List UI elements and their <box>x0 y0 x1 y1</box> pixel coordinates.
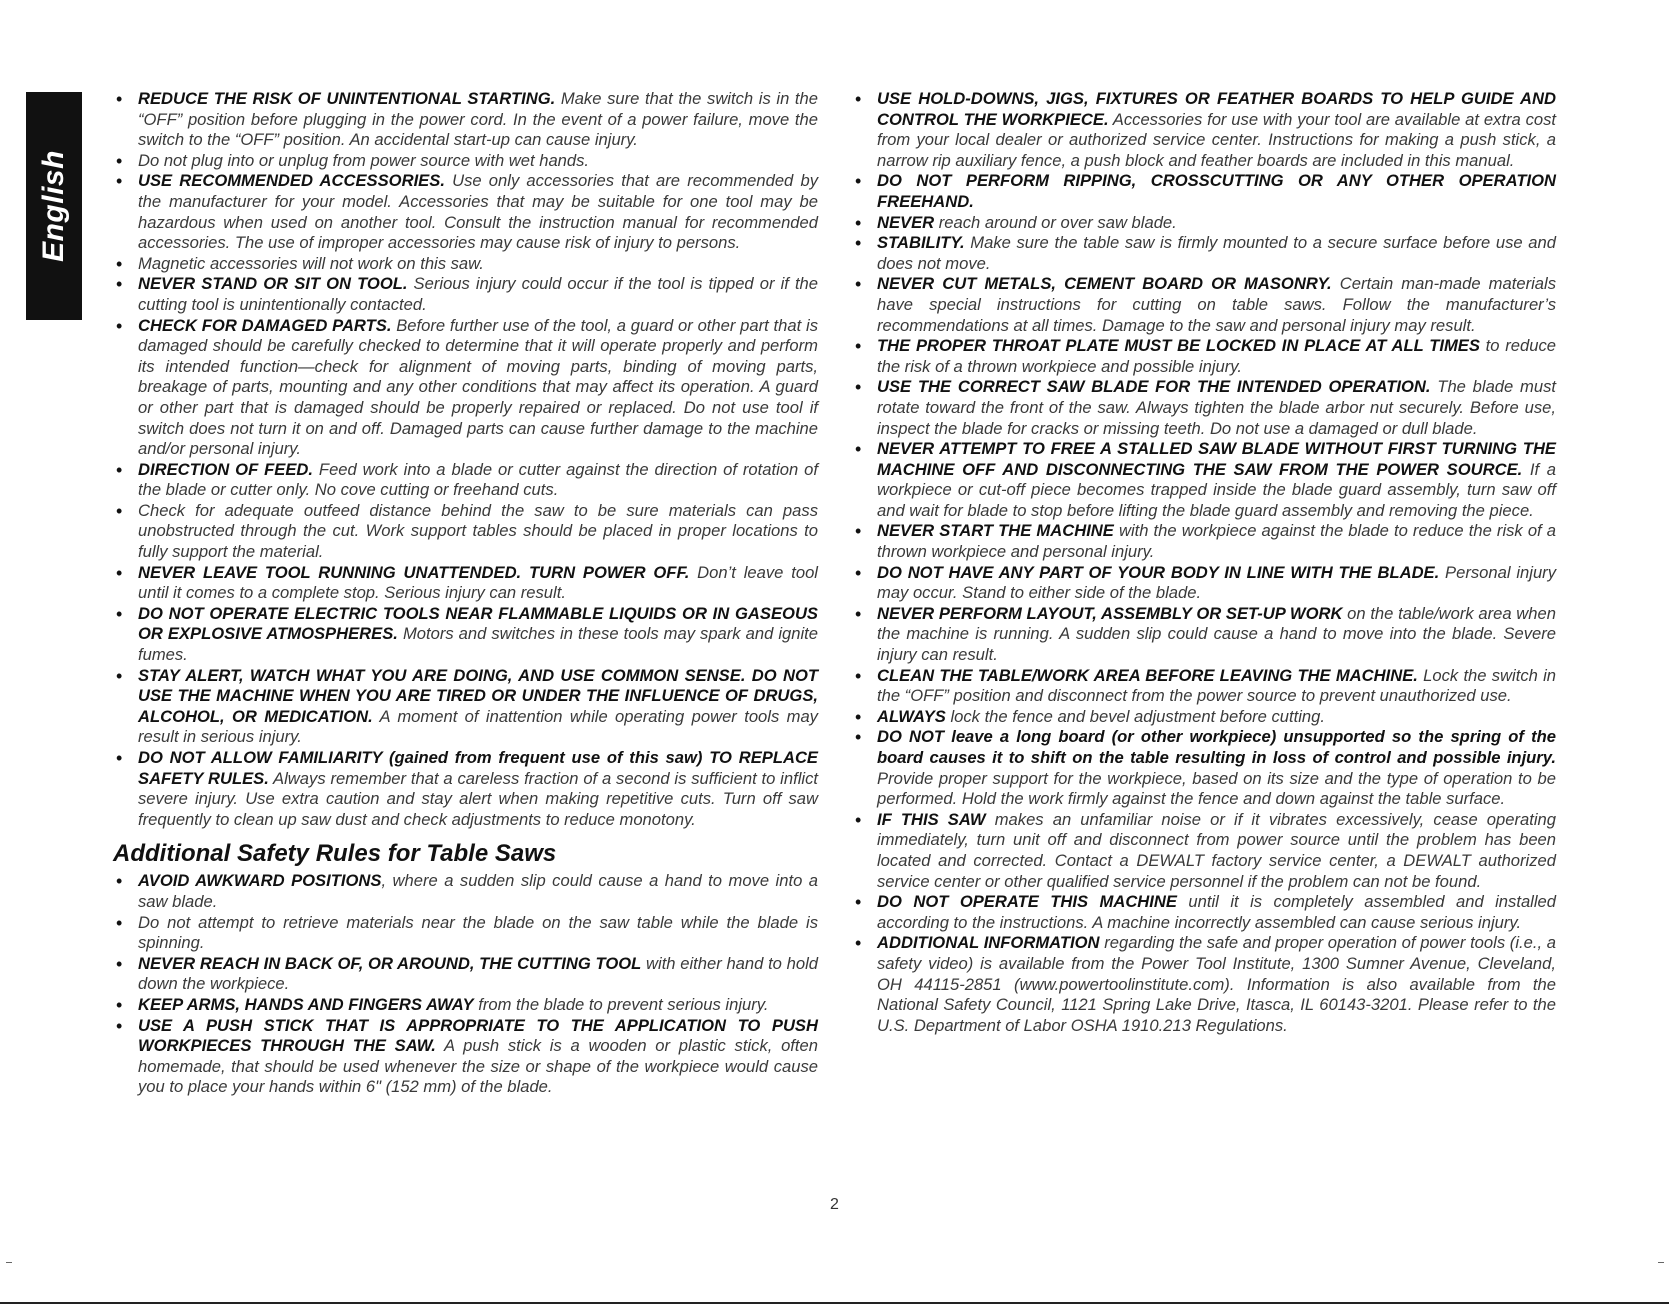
rule-item <box>852 336 1556 377</box>
table-saw-rules-list <box>113 871 818 1098</box>
rule-item <box>852 89 1556 171</box>
rule-item <box>113 604 818 666</box>
rule-text: Do not attempt to retrieve materials near the blade on the saw table while the blade is spinning. <box>138 912 818 953</box>
rule-item <box>852 171 1556 212</box>
rule-item <box>852 439 1556 521</box>
rule-heading: USE RECOMMENDED ACCESSORIES. <box>138 171 445 191</box>
rule-text: Use only accessories that are recommended by the manufacturer for your model. Accessories that may be suitable for one tool may be hazardous when used on another tool. Consult the instruction manual for recommended accessories. The use of improper accessories may cause risk of injury to persons. <box>138 171 818 253</box>
rule-heading: REDUCE THE RISK OF UNINTENTIONAL STARTING. <box>138 89 556 108</box>
page-number: 2 <box>830 1196 839 1213</box>
rule-item <box>113 563 818 604</box>
rule-item <box>113 316 818 460</box>
rule-heading: NEVER REACH IN BACK OF, OR AROUND, THE CUTTING TOOL <box>138 953 642 973</box>
rule-text: Certain man-made materials have special instructions for cutting on table saws. Follow the manufacturer’s recommendations at all times. Damage to the saw and personal injury may result. <box>877 274 1556 335</box>
rule-item <box>852 521 1556 562</box>
right-column <box>852 89 1556 1036</box>
rule-item <box>113 871 818 912</box>
rule-text: Check for adequate outfeed distance behind the saw to be sure materials can pass unobstructed through the cut. Work support tables should be placed in proper locations to fully support the material. <box>138 500 818 562</box>
rule-text: reach around or over saw blade. <box>934 212 1177 232</box>
rule-item <box>113 748 818 830</box>
bottom-rule <box>0 1302 1669 1304</box>
rule-heading: STAY ALERT, WATCH WHAT YOU ARE DOING, AND USE COMMON SENSE. DO NOT USE THE MACHINE WHEN YOU ARE TIRED OR UNDER THE INFLUENCE OF DRUGS, ALCOHOL, OR MEDICATION. <box>138 665 818 726</box>
rule-item <box>113 913 818 954</box>
rule-item <box>113 89 818 151</box>
rule-text: The blade must rotate toward the front of the saw. Always tighten the blade arbor nut securely. Before use, inspect the blade for cracks or missing teeth. Do not use a damaged or dull blade. <box>877 377 1556 438</box>
rule-text: Serious injury could occur if the tool is tipped or if the cutting tool is unintentionally contacted. <box>138 274 819 314</box>
rule-heading: DO NOT OPERATE ELECTRIC TOOLS NEAR FLAMMABLE LIQUIDS OR IN GASEOUS OR EXPLOSIVE ATMOSPHERES. <box>138 603 818 644</box>
rule-heading: NEVER CUT METALS, CEMENT BOARD OR MASONRY. <box>877 274 1332 294</box>
rule-item <box>113 274 818 315</box>
rule-text: Always remember that a careless fraction of a second is sufficient to inflict severe injury. Use extra caution and stay alert when making repetitive cuts. Turn off saw frequently to clean up saw dust and check adjustments to reduce monotony. <box>138 768 818 829</box>
rule-heading: NEVER LEAVE TOOL RUNNING UNATTENDED. TURN POWER OFF. <box>138 562 690 582</box>
rule-item <box>113 666 818 748</box>
rule-heading: ADDITIONAL INFORMATION <box>877 933 1100 953</box>
rule-text: Personal injury may occur. Stand to either side of the blade. <box>877 562 1556 603</box>
rule-heading: CHECK FOR DAMAGED PARTS. <box>138 315 392 335</box>
rule-text: makes an unfamiliar noise or if it vibrates excessively, cease operating immediately, turn unit off and disconnect from power source until the problem has been located and corrected. Contact a DEWALT factory service center, a DEWALT authorized service center or other qualified service personnel if the problem can not be found. <box>877 809 1557 891</box>
rule-heading: NEVER STAND OR SIT ON TOOL. <box>138 274 408 294</box>
rule-text: Don’t leave tool until it comes to a complete stop. Serious injury can result. <box>138 562 818 603</box>
rule-item <box>113 995 818 1016</box>
rule-heading: THE PROPER THROAT PLATE MUST BE LOCKED IN PLACE AT ALL TIMES <box>877 336 1480 356</box>
rule-heading: ALWAYS <box>877 706 946 726</box>
rule-item <box>852 563 1556 604</box>
rule-item <box>852 933 1556 1036</box>
rules-list <box>852 89 1556 1036</box>
edge-mark <box>6 1262 12 1263</box>
rule-text: A push stick is a wooden or plastic stick, often homemade, that should be used whenever the size or shape of the workpiece would cause you to place your hands within 6" (152 mm) of the blade. <box>138 1036 818 1097</box>
rule-item <box>113 501 818 563</box>
language-tab <box>26 92 82 320</box>
rule-text: , where a sudden slip could cause a hand to move into a saw blade. <box>138 871 819 911</box>
rule-item <box>852 707 1556 728</box>
rule-heading: DO NOT ALLOW FAMILIARITY (gained from frequent use of this saw) TO REPLACE SAFETY RULES. <box>138 748 818 788</box>
rule-item <box>113 954 818 995</box>
rule-item <box>113 1016 818 1098</box>
rule-heading: CLEAN THE TABLE/WORK AREA BEFORE LEAVING THE MACHINE. <box>877 665 1418 685</box>
rule-item <box>852 604 1556 666</box>
rule-text: A moment of inattention while operating power tools may result in serious injury. <box>138 706 818 747</box>
rule-heading: NEVER START THE MACHINE <box>877 521 1114 541</box>
rule-item <box>852 666 1556 707</box>
rule-text: regarding the safe and proper operation of power tools (i.e., a safety video) is available from the Power Tool Institute, 1300 Sumner Avenue, Cleveland, OH 44115-2851 (www.powertoolinstitute.com). Information is also available from the National Safety Council, 1121 Spring Lake Drive, Itasca, IL 60143-3201. Please refer to the U.S. Department of Labor OSHA 1910.213 Regulations. <box>877 933 1556 1035</box>
rule-text: Accessories for use with your tool are available at extra cost from your local dealer or authorized service center. Instructions for making a push stick, a narrow rip auxiliary fence, a push block and feather boards are included in this manual. <box>877 109 1556 170</box>
rule-item <box>113 460 818 501</box>
rule-text: Motors and switches in these tools may spark and ignite fumes. <box>138 624 818 665</box>
rule-item <box>113 171 818 253</box>
rule-text: Magnetic accessories will not work on this saw. <box>138 253 484 273</box>
rule-text: from the blade to prevent serious injury. <box>473 994 769 1014</box>
section-heading: Additional Safety Rules for Table Saws <box>113 840 557 868</box>
rule-text: Lock the switch in the “OFF” position and disconnect from the power source to prevent unauthorized use. <box>877 665 1557 706</box>
rule-item <box>852 233 1556 274</box>
rule-heading: AVOID AWKWARD POSITIONS <box>138 871 382 891</box>
rule-heading: USE A PUSH STICK THAT IS APPROPRIATE TO THE APPLICATION TO PUSH WORKPIECES THROUGH THE SAW. <box>138 1015 818 1056</box>
rule-item <box>852 892 1556 933</box>
rule-text: Do not plug into or unplug from power source with wet hands. <box>138 150 590 170</box>
rule-item <box>852 274 1556 336</box>
rule-heading: USE THE CORRECT SAW BLADE FOR THE INTENDED OPERATION. <box>877 377 1431 397</box>
rules-list <box>113 89 818 830</box>
rule-text: Before further use of the tool, a guard or other part that is damaged should be carefully checked to determine that it will operate properly and perform its intended function—check for alignment of moving parts, binding of moving parts, breakage of parts, mounting and any other conditions that may affect its operation. A guard or other part that is damaged should be properly repaired or replaced. Do not use tool if switch does not turn it on and off. Damaged parts can cause further damage to the machine and/or personal injury. <box>138 315 818 459</box>
rule-item <box>852 377 1556 439</box>
rule-heading: NEVER ATTEMPT TO FREE A STALLED SAW BLADE WITHOUT FIRST TURNING THE MACHINE OFF AND DISCONNECTING THE SAW FROM THE POWER SOURCE. <box>877 439 1556 479</box>
rule-text: Provide proper support for the workpiece, based on its size and the type of operation to be performed. Hold the work firmly against the fence and down against the table surface. <box>877 768 1556 809</box>
rule-heading: STABILITY. <box>877 233 965 253</box>
rule-text: with the workpiece against the blade to reduce the risk of a thrown workpiece and personal injury. <box>877 521 1556 562</box>
rule-text: lock the fence and bevel adjustment before cutting. <box>945 706 1325 726</box>
rule-heading: NEVER <box>877 212 935 232</box>
left-column <box>113 89 818 1098</box>
language-tab-label: English <box>37 150 70 262</box>
rule-heading: KEEP ARMS, HANDS AND FINGERS AWAY <box>138 994 474 1014</box>
rule-text: Feed work into a blade or cutter against the direction of rotation of the blade or cutter only. No cove cutting or freehand cuts. <box>138 459 818 500</box>
rule-item <box>113 254 818 275</box>
rule-text: until it is completely assembled and installed according to the instructions. A machine incorrectly assembled can cause serious injury. <box>877 892 1557 932</box>
rule-item <box>852 810 1556 892</box>
rule-text: If a workpiece or cut-off piece becomes trapped inside the blade guard assembly, turn saw off and wait for blade to stop before lifting the blade guard assembly and removing the piece. <box>877 459 1557 520</box>
rule-text: on the table/work area when the machine is running. A sudden slip could cause a hand to move into the blade. Severe injury can result. <box>877 603 1556 665</box>
rule-heading: DO NOT HAVE ANY PART OF YOUR BODY IN LINE WITH THE BLADE. <box>877 562 1440 582</box>
rule-item <box>852 213 1556 234</box>
rule-item <box>852 727 1556 809</box>
edge-mark <box>1658 1262 1664 1263</box>
rule-heading: DO NOT leave a long board (or other workpiece) unsupported so the spring of the board causes it to shift on the table resulting in loss of control and possible injury. <box>877 727 1556 767</box>
rule-text: Make sure that the switch is in the “OFF” position before plugging in the power cord. In the event of a power failure, move the switch to the “OFF” position. An accidental start-up can cause injury. <box>138 89 818 150</box>
rule-heading: DO NOT PERFORM RIPPING, CROSSCUTTING OR ANY OTHER OPERATION FREEHAND. <box>877 171 1556 211</box>
rule-heading: NEVER PERFORM LAYOUT, ASSEMBLY OR SET-UP WORK <box>877 603 1343 623</box>
rule-heading: DIRECTION OF FEED. <box>138 459 314 479</box>
rule-text: to reduce the risk of a thrown workpiece and possible injury. <box>877 336 1557 376</box>
rule-heading: USE HOLD-DOWNS, JIGS, FIXTURES OR FEATHER BOARDS TO HELP GUIDE AND CONTROL THE WORKPIECE. <box>877 89 1556 129</box>
rule-heading: DO NOT OPERATE THIS MACHINE <box>877 892 1177 912</box>
rule-text: Make sure the table saw is firmly mounted to a secure surface before use and does not move. <box>877 233 1556 273</box>
rule-heading: IF THIS SAW <box>877 809 986 829</box>
rule-item <box>113 151 818 172</box>
rule-text: with either hand to hold down the workpiece. <box>138 953 818 994</box>
